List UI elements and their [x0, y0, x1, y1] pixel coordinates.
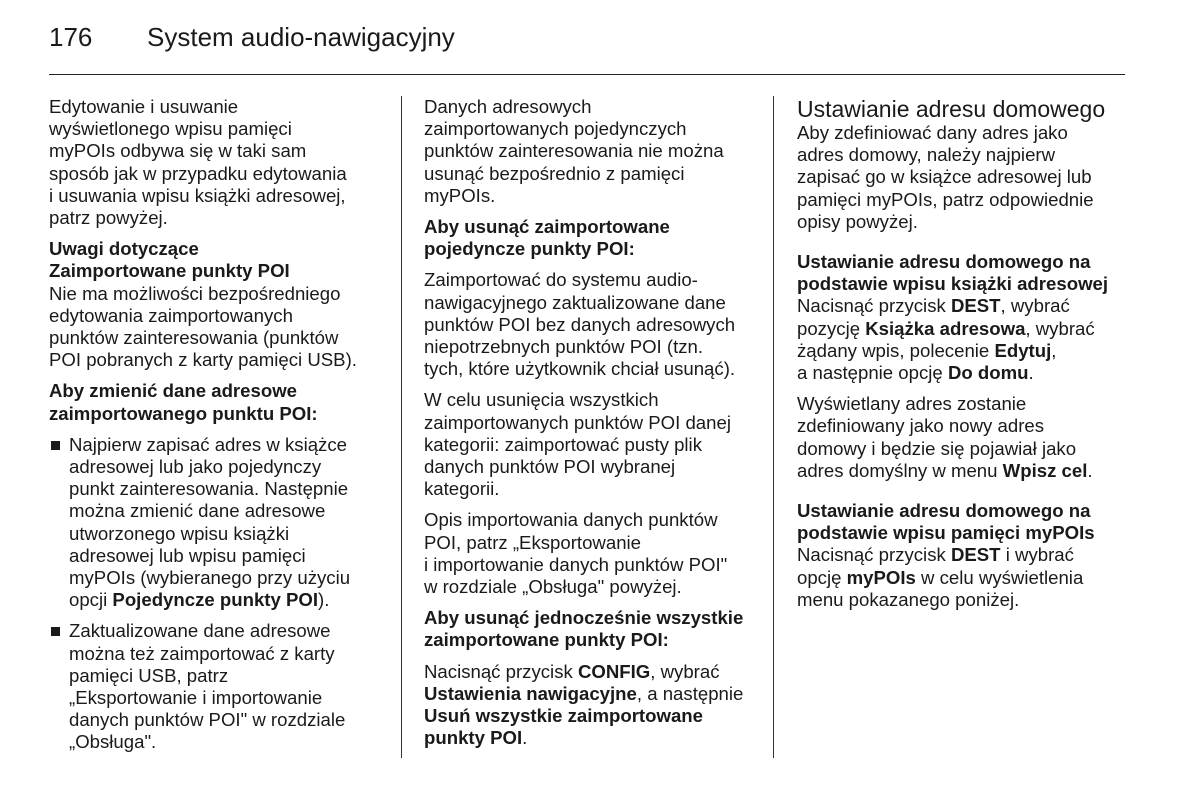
mypois-block: [797, 500, 1127, 611]
text-line: Zaktualizowane dane adresowe: [69, 620, 331, 642]
text-run: w celu wyświetlenia: [915, 566, 1084, 588]
heading-line: Aby zmienić dane adresowe: [49, 380, 298, 402]
text-line: i importowanie danych punktów POI": [424, 553, 728, 575]
bullet-square-icon: [51, 627, 60, 636]
text-run: opcję: [797, 566, 847, 588]
text-line: edytowania zaimportowanych: [49, 304, 293, 326]
intro-paragraph: [49, 96, 384, 229]
text-run: ).: [318, 589, 330, 611]
result-paragraph: [797, 393, 1127, 482]
text-run: a następnie opcję: [797, 362, 948, 384]
text-line: kategorii.: [424, 478, 500, 500]
text-line: myPOIs.: [424, 184, 496, 206]
notes-heading: Zaimportowane punkty POI: [49, 260, 290, 282]
text-line: danych punktów POI wybranej: [424, 456, 676, 478]
menu-option-name: punkty POI: [424, 727, 523, 749]
heading-line: Aby usunąć jednocześnie wszystkie: [424, 607, 744, 629]
text-line: Wyświetlany adres zostanie: [797, 393, 1027, 415]
home-address-title: Ustawianie adresu domowego: [797, 96, 1106, 122]
text-run: , wybrać: [1000, 295, 1070, 317]
subheading-line: Ustawianie adresu domowego na: [797, 251, 1091, 273]
text-line: myPOIs odbywa się w taki sam: [49, 140, 307, 162]
delete-single-paragraph: [424, 269, 759, 380]
text-line: pamięci myPOIs, patrz odpowiednie: [797, 188, 1094, 210]
text-line: [797, 362, 1127, 384]
delete-single-heading: [424, 216, 759, 260]
text-line: punktów zainteresowania (punktów: [49, 327, 339, 349]
text-run: , wybrać: [1025, 317, 1095, 339]
text-line: [69, 589, 384, 611]
address-book-block: [797, 251, 1127, 384]
heading-line: Aby usunąć zaimportowane: [424, 216, 670, 238]
text-line: niepotrzebnych punktów POI (tzn.: [424, 336, 704, 358]
column-3: [797, 96, 1127, 620]
column-divider: [773, 96, 774, 758]
subheading-line: podstawie wpisu pamięci myPOIs: [797, 522, 1095, 544]
text-line: Danych adresowych: [424, 96, 592, 117]
text-run: .: [522, 727, 528, 749]
menu-option-name: Ustawienia nawigacyjne: [424, 682, 637, 704]
text-line: utworzonego wpisu książki: [69, 522, 290, 544]
text-line: menu pokazanego poniżej.: [797, 588, 1020, 610]
text-line: Nie ma możliwości bezpośredniego: [49, 282, 341, 304]
text-line: pamięci USB, patrz: [69, 664, 229, 686]
menu-option-name: Wpisz cel: [1002, 459, 1088, 481]
text-line: adres domowy, należy najpierw: [797, 144, 1056, 166]
text-line: [797, 318, 1127, 340]
text-line: wyświetlonego wpisu pamięci: [49, 118, 292, 140]
text-line: Opis importowania danych punktów: [424, 509, 718, 531]
column-divider: [401, 96, 402, 758]
text-line: „Obsługa".: [69, 731, 157, 753]
text-line: adresowej lub jako pojedynczy: [69, 456, 322, 478]
text-line: W celu usunięcia wszystkich: [424, 389, 659, 411]
text-run: pozycję: [797, 317, 866, 339]
text-line: adresowej lub wpisu pamięci: [69, 544, 306, 566]
text-run: żądany wpis, polecenie: [797, 339, 995, 361]
text-line: [424, 727, 759, 749]
text-line: patrz powyżej.: [49, 207, 168, 229]
text-line: [797, 460, 1127, 482]
text-run: , a następnie: [636, 682, 744, 704]
bullet-square-icon: [51, 441, 60, 450]
heading-line: zaimportowanego punktu POI:: [49, 402, 318, 424]
delete-category-paragraph: [424, 389, 759, 500]
text-line: „Eksportowanie i importowanie: [69, 687, 323, 709]
text-line: POI pobranych z karty pamięci USB).: [49, 349, 357, 371]
menu-option-name: Książka adresowa: [865, 317, 1026, 339]
text-line: Zaimportować do systemu audio-: [424, 269, 698, 291]
text-line: Edytowanie i usuwanie: [49, 96, 239, 117]
text-run: .: [1087, 459, 1093, 481]
text-line: Najpierw zapisać adres w książce: [69, 433, 347, 455]
text-line: kategorii: zaimportować pusty plik: [424, 433, 702, 455]
section-title: System audio-nawigacyjny: [147, 22, 455, 52]
text-line: Aby zdefiniować dany adres jako: [797, 122, 1068, 143]
text-line: punktów zainteresowania nie można: [424, 140, 724, 162]
text-run: , wybrać: [650, 660, 720, 682]
text-line: domowy i będzie się pojawiał jako: [797, 437, 1077, 459]
column-1: [49, 96, 384, 763]
menu-option-name: Edytuj: [994, 339, 1052, 361]
menu-option-name: myPOIs: [846, 566, 916, 588]
text-line: [424, 705, 759, 727]
button-name: DEST: [950, 544, 1001, 566]
text-line: zdefiniowany jako nowy adres: [797, 415, 1045, 437]
description-paragraph: [424, 509, 759, 598]
notes-heading: Uwagi dotyczące: [49, 238, 199, 260]
menu-option-name: Do domu: [947, 362, 1029, 384]
list-item: [49, 620, 384, 753]
list-item: [49, 434, 384, 612]
text-line: [424, 683, 759, 705]
button-name: CONFIG: [577, 660, 651, 682]
text-line: POI, patrz „Eksportowanie: [424, 531, 642, 553]
text-line: zaimportowanych punktów POI danej: [424, 411, 731, 433]
text-line: opisy powyżej.: [797, 210, 918, 232]
text-run: Nacisnąć przycisk: [797, 544, 951, 566]
header-rule: [49, 74, 1125, 75]
text-run: .: [1028, 362, 1034, 384]
text-line: i usuwania wpisu książki adresowej,: [49, 184, 346, 206]
notes-block: [49, 238, 384, 371]
change-heading: [49, 380, 384, 424]
delete-all-heading: [424, 607, 759, 651]
menu-option-name: Pojedyncze punkty POI: [112, 589, 319, 611]
text-line: usunąć bezpośrednio z pamięci: [424, 162, 685, 184]
text-run: opcji: [69, 589, 113, 611]
text-line: nawigacyjnego zaktualizowane dane: [424, 291, 726, 313]
text-run: ,: [1051, 339, 1057, 361]
text-line: myPOIs (wybieranego przy użyciu: [69, 567, 351, 589]
subheading-line: Ustawianie adresu domowego na: [797, 500, 1091, 522]
text-line: tych, które użytkownik chciał usunąć).: [424, 358, 736, 380]
text-line: punkt zainteresowania. Następnie: [69, 478, 349, 500]
text-line: zapisać go w książce adresowej lub: [797, 166, 1092, 188]
text-line: można zmienić dane adresowe: [69, 500, 326, 522]
menu-option-name: Usuń wszystkie zaimportowane: [424, 705, 703, 727]
page-number: 176: [49, 22, 93, 52]
text-run: Nacisnąć przycisk: [424, 660, 578, 682]
delete-all-paragraph: [424, 661, 759, 750]
text-line: danych punktów POI" w rozdziale: [69, 709, 346, 731]
text-run: i wybrać: [1000, 544, 1074, 566]
text-line: [797, 340, 1127, 362]
text-line: sposób jak w przypadku edytowania: [49, 162, 347, 184]
text-line: punktów POI bez danych adresowych: [424, 313, 736, 335]
text-line: [424, 661, 759, 683]
text-run: adres domyślny w menu: [797, 459, 1003, 481]
text-line: można też zaimportować z karty: [69, 642, 335, 664]
button-name: DEST: [950, 295, 1001, 317]
text-run: Nacisnąć przycisk: [797, 295, 951, 317]
intro-paragraph: [424, 96, 759, 207]
heading-line: pojedyncze punkty POI:: [424, 238, 635, 260]
heading-line: zaimportowane punkty POI:: [424, 629, 669, 651]
column-2: [424, 96, 759, 758]
text-line: [797, 544, 1127, 566]
text-line: [797, 295, 1127, 317]
text-line: [797, 567, 1127, 589]
subheading-line: podstawie wpisu książki adresowej: [797, 273, 1109, 295]
text-line: w rozdziale „Obsługa" powyżej.: [424, 576, 682, 598]
intro-paragraph: [797, 122, 1127, 233]
text-line: zaimportowanych pojedynczych: [424, 118, 687, 140]
